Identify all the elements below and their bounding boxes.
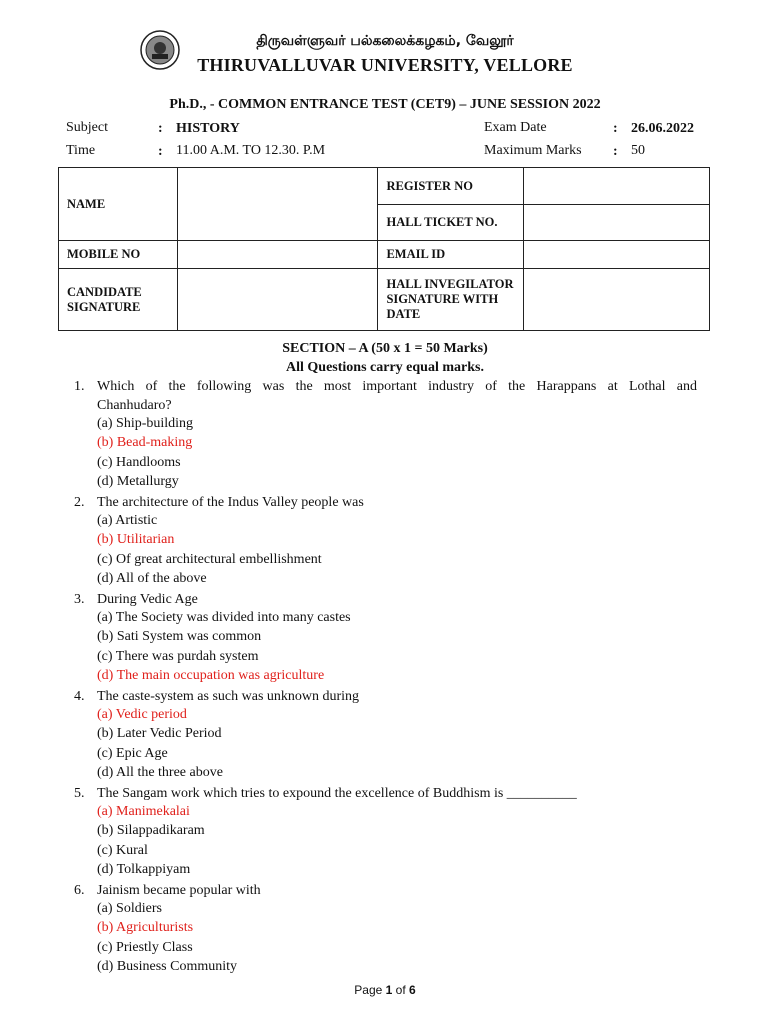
question-text: The architecture of the Indus Valley people was [97,495,364,511]
name-field[interactable] [177,168,378,241]
university-name: THIRUVALLUVAR UNIVERSITY, VELLORE [197,55,573,75]
time-value: 11.00 A.M. TO 12.30. P.M [176,143,326,158]
question-number: 6. [74,883,85,899]
question-number: 5. [74,786,85,802]
answer-option: (c) Handlooms [97,454,181,470]
question-text: The Sangam work which tries to expound the excellence of Buddhism is __________ [97,786,577,802]
mobile-label: MOBILE NO [59,241,178,269]
email-label: EMAIL ID [378,241,524,269]
answer-option-correct: (d) The main occupation was agriculture [97,668,325,683]
answer-option: (c) Of great architectural embellishment [97,551,322,567]
question-text-continued: Chanhudaro? [97,398,172,414]
answer-option-correct: (b) Bead-making [97,435,193,451]
answer-option: (c) Priestly Class [97,939,193,955]
invigilator-signature-field[interactable] [524,269,710,331]
question-text: During Vedic Age [97,592,198,608]
university-name-tamil: திருவள்ளுவர் பல்கலைக்கழகம், வேலூர் [256,33,514,49]
email-field[interactable] [524,241,710,269]
section-title: SECTION – A (50 x 1 = 50 Marks) [282,341,488,356]
answer-option: (d) All of the above [97,571,207,586]
question-number: 4. [74,689,85,705]
subject-colon: : [158,121,163,136]
answer-option-correct: (b) Utilitarian [97,532,175,548]
name-label: NAME [59,168,178,241]
invigilator-signature-label: HALL INVEGILATOR SIGNATURE WITH DATE [378,269,524,331]
candidate-signature-field[interactable] [177,269,378,331]
section-note: All Questions carry equal marks. [286,360,484,375]
max-marks-colon: : [613,144,618,159]
exam-date-value: 26.06.2022 [631,121,694,136]
page-prefix: Page [354,983,386,997]
page-total: 6 [409,983,416,997]
register-no-label: REGISTER NO [378,168,524,205]
answer-option: (d) Tolkappiyam [97,862,191,877]
answer-option-correct: (b) Agriculturists [97,920,194,936]
answer-option-correct: (a) Manimekalai [97,803,190,819]
page-current: 1 [385,983,393,997]
candidate-info-table [58,167,710,331]
exam-title: Ph.D., - COMMON ENTRANCE TEST (CET9) – JUNE SESSION 2022 [169,97,601,112]
answer-option: (d) Metallurgy [97,474,179,489]
exam-date-colon: : [613,121,618,136]
question-text: Which of the following was the most important industry of the Harappans at Lothal and [97,379,697,394]
answer-option: (b) Silappadikaram [97,823,205,839]
page-mid: of [392,983,410,997]
page-footer [0,983,770,997]
answer-option: (a) Ship-building [97,415,194,431]
subject-label: Subject [66,120,108,135]
mobile-field[interactable] [177,241,378,269]
answer-option: (a) The Society was divided into many castes [97,609,351,625]
question-number: 3. [74,592,85,608]
answer-option: (a) Artistic [97,512,158,528]
max-marks-value: 50 [631,143,645,158]
candidate-signature-label: CANDIDATE SIGNATURE [59,269,178,331]
answer-option: (b) Sati System was common [97,629,262,645]
answer-option: (c) Epic Age [97,745,168,761]
max-marks-label: Maximum Marks [484,143,582,158]
question-number: 1. [74,379,85,394]
answer-option: (c) There was purdah system [97,648,259,664]
answer-option: (c) Kural [97,842,148,858]
subject-value: HISTORY [176,121,240,136]
answer-option: (a) Soldiers [97,900,162,916]
exam-date-label: Exam Date [484,120,547,135]
answer-option: (b) Later Vedic Period [97,726,222,742]
hall-ticket-field[interactable] [524,205,710,241]
question-text: The caste-system as such was unknown during [97,689,360,705]
answer-option: (d) Business Community [97,959,238,974]
answer-option-correct: (a) Vedic period [97,706,187,722]
time-label: Time [66,143,96,158]
time-colon: : [158,144,163,159]
answer-option: (d) All the three above [97,765,223,780]
hall-ticket-label: HALL TICKET NO. [378,205,524,241]
question-text: Jainism became popular with [97,883,261,899]
register-no-field[interactable] [524,168,710,205]
question-number: 2. [74,495,85,511]
